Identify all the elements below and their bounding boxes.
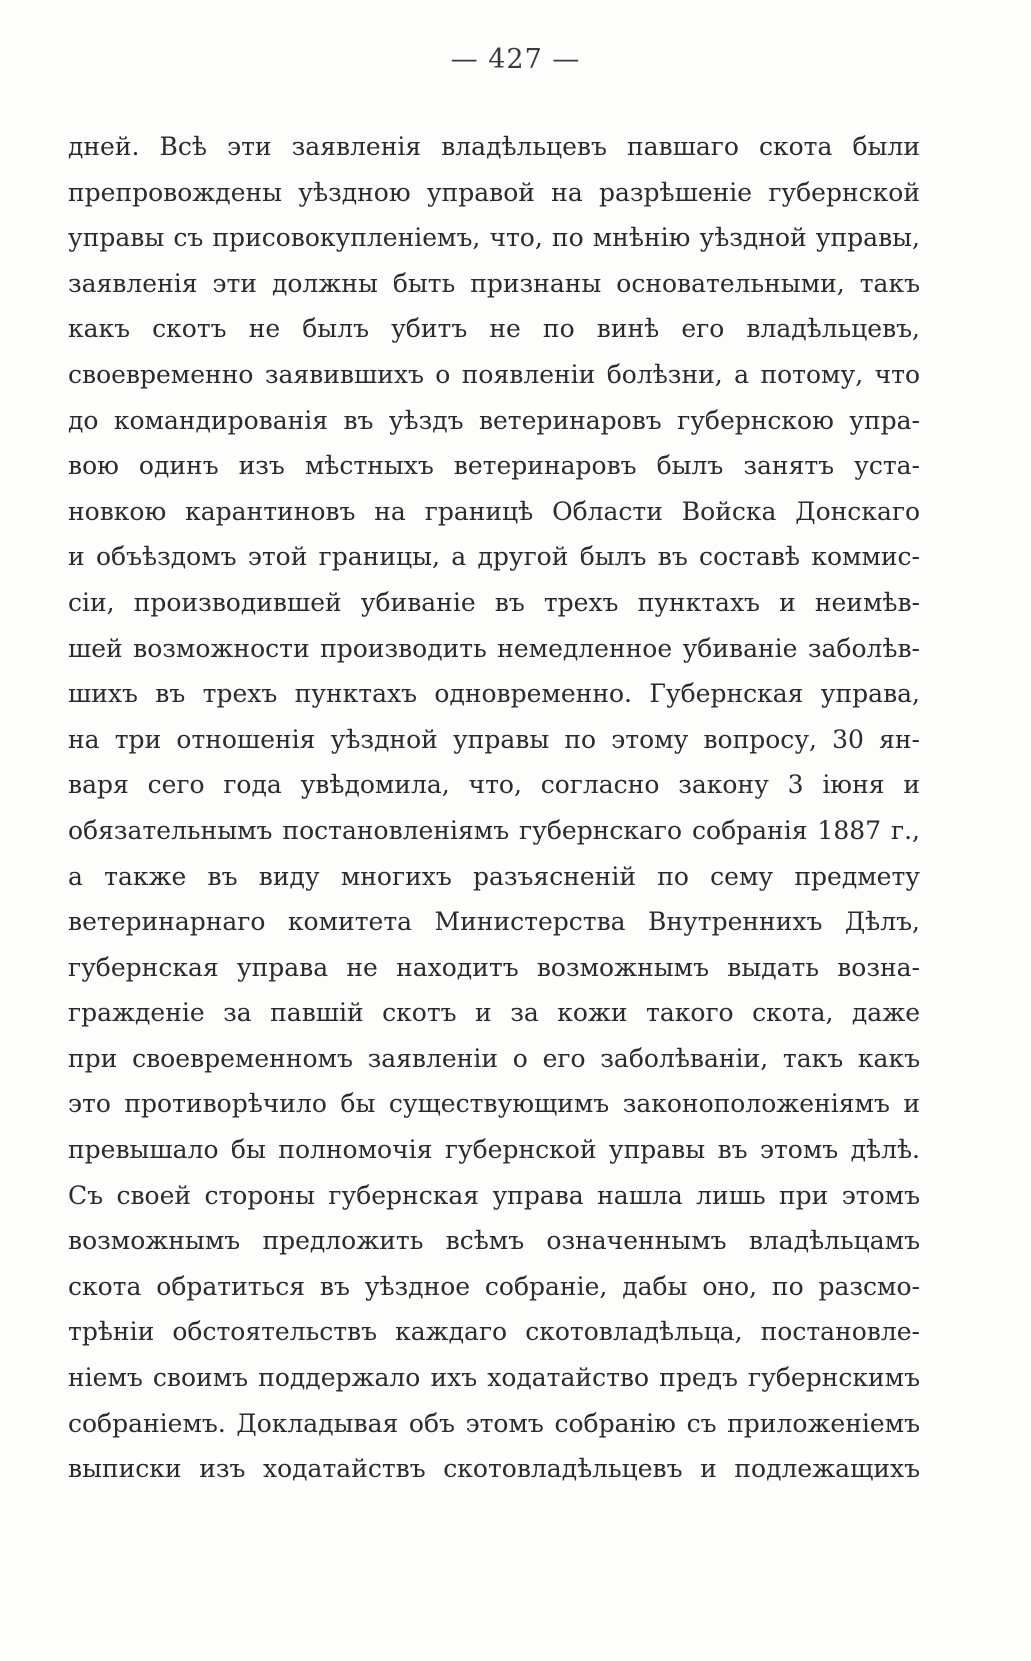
text-line: это противорѣчило бы существующимъ законоположеніямъ и bbox=[68, 1089, 920, 1119]
text-line: до командированія въ уѣздъ ветеринаровъ губернскою упра- bbox=[68, 405, 920, 435]
text-line: своевременно заявившихъ о появленіи болѣзни, а потому, что bbox=[68, 359, 920, 389]
text-line: сіи, производившей убиваніе въ трехъ пунктахъ и неимѣв- bbox=[68, 587, 920, 617]
text-line: скота обратиться въ уѣздное собраніе, дабы оно, по разсмо- bbox=[68, 1271, 920, 1301]
text-line: возможнымъ предложить всѣмъ означеннымъ владѣльцамъ bbox=[68, 1226, 920, 1256]
text-line: и объѣздомъ этой границы, а другой былъ въ составѣ коммис- bbox=[68, 542, 920, 572]
text-line: гражденіе за павшій скотъ и за кожи такого скота, даже bbox=[68, 998, 920, 1028]
text-line: при своевременномъ заявленіи о его заболѣваніи, такъ какъ bbox=[68, 1043, 920, 1073]
text-line: на три отношенія уѣздной управы по этому вопросу, 30 ян- bbox=[68, 724, 920, 754]
text-line: превышало бы полномочія губернской управы въ этомъ дѣлѣ. bbox=[68, 1135, 920, 1165]
text-line: шихъ въ трехъ пунктахъ одновременно. Губернская управа, bbox=[68, 679, 920, 709]
text-line: препровождены уѣздною управой на разрѣшеніе губернской bbox=[68, 177, 920, 207]
text-line: заявленія эти должны быть признаны основательными, такъ bbox=[68, 268, 920, 298]
text-line: варя сего года увѣдомила, что, согласно закону 3 іюня и bbox=[68, 770, 920, 800]
text-line: выписки изъ ходатайствъ скотовладѣльцевъ и подлежащихъ bbox=[68, 1454, 920, 1484]
text-line: а также въ виду многихъ разъясненій по сему предмету bbox=[68, 861, 920, 891]
text-line: ніемъ своимъ поддержало ихъ ходатайство предъ губернскимъ bbox=[68, 1363, 920, 1393]
body-text bbox=[68, 124, 920, 1492]
text-line: губернская управа не находитъ возможнымъ выдать возна- bbox=[68, 952, 920, 982]
text-line: управы съ присовокупленіемъ, что, по мнѣнію уѣздной управы, bbox=[68, 223, 920, 253]
text-line: шей возможности производить немедленное убиваніе заболѣв- bbox=[68, 633, 920, 663]
text-line: собраніемъ. Докладывая объ этомъ собранію съ приложеніемъ bbox=[68, 1408, 920, 1438]
text-line: Съ своей стороны губернская управа нашла лишь при этомъ bbox=[68, 1180, 920, 1210]
text-line: вою одинъ изъ мѣстныхъ ветеринаровъ былъ занятъ уста- bbox=[68, 451, 920, 481]
page-number: — 427 — bbox=[450, 44, 581, 75]
text-line: обязательнымъ постановленіямъ губернскаго собранія 1887 г., bbox=[68, 815, 920, 845]
text-line: трѣніи обстоятельствъ каждаго скотовладѣльца, постановле- bbox=[68, 1317, 920, 1347]
text-line: новкою карантиновъ на границѣ Области Войска Донскаго bbox=[68, 496, 920, 526]
text-line: какъ скотъ не былъ убитъ не по винѣ его владѣльцевъ, bbox=[68, 314, 920, 344]
text-line: дней. Всѣ эти заявленія владѣльцевъ павшаго скота были bbox=[68, 132, 920, 161]
text-line: ветеринарнаго комитета Министерства Внутреннихъ Дѣлъ, bbox=[68, 907, 920, 937]
